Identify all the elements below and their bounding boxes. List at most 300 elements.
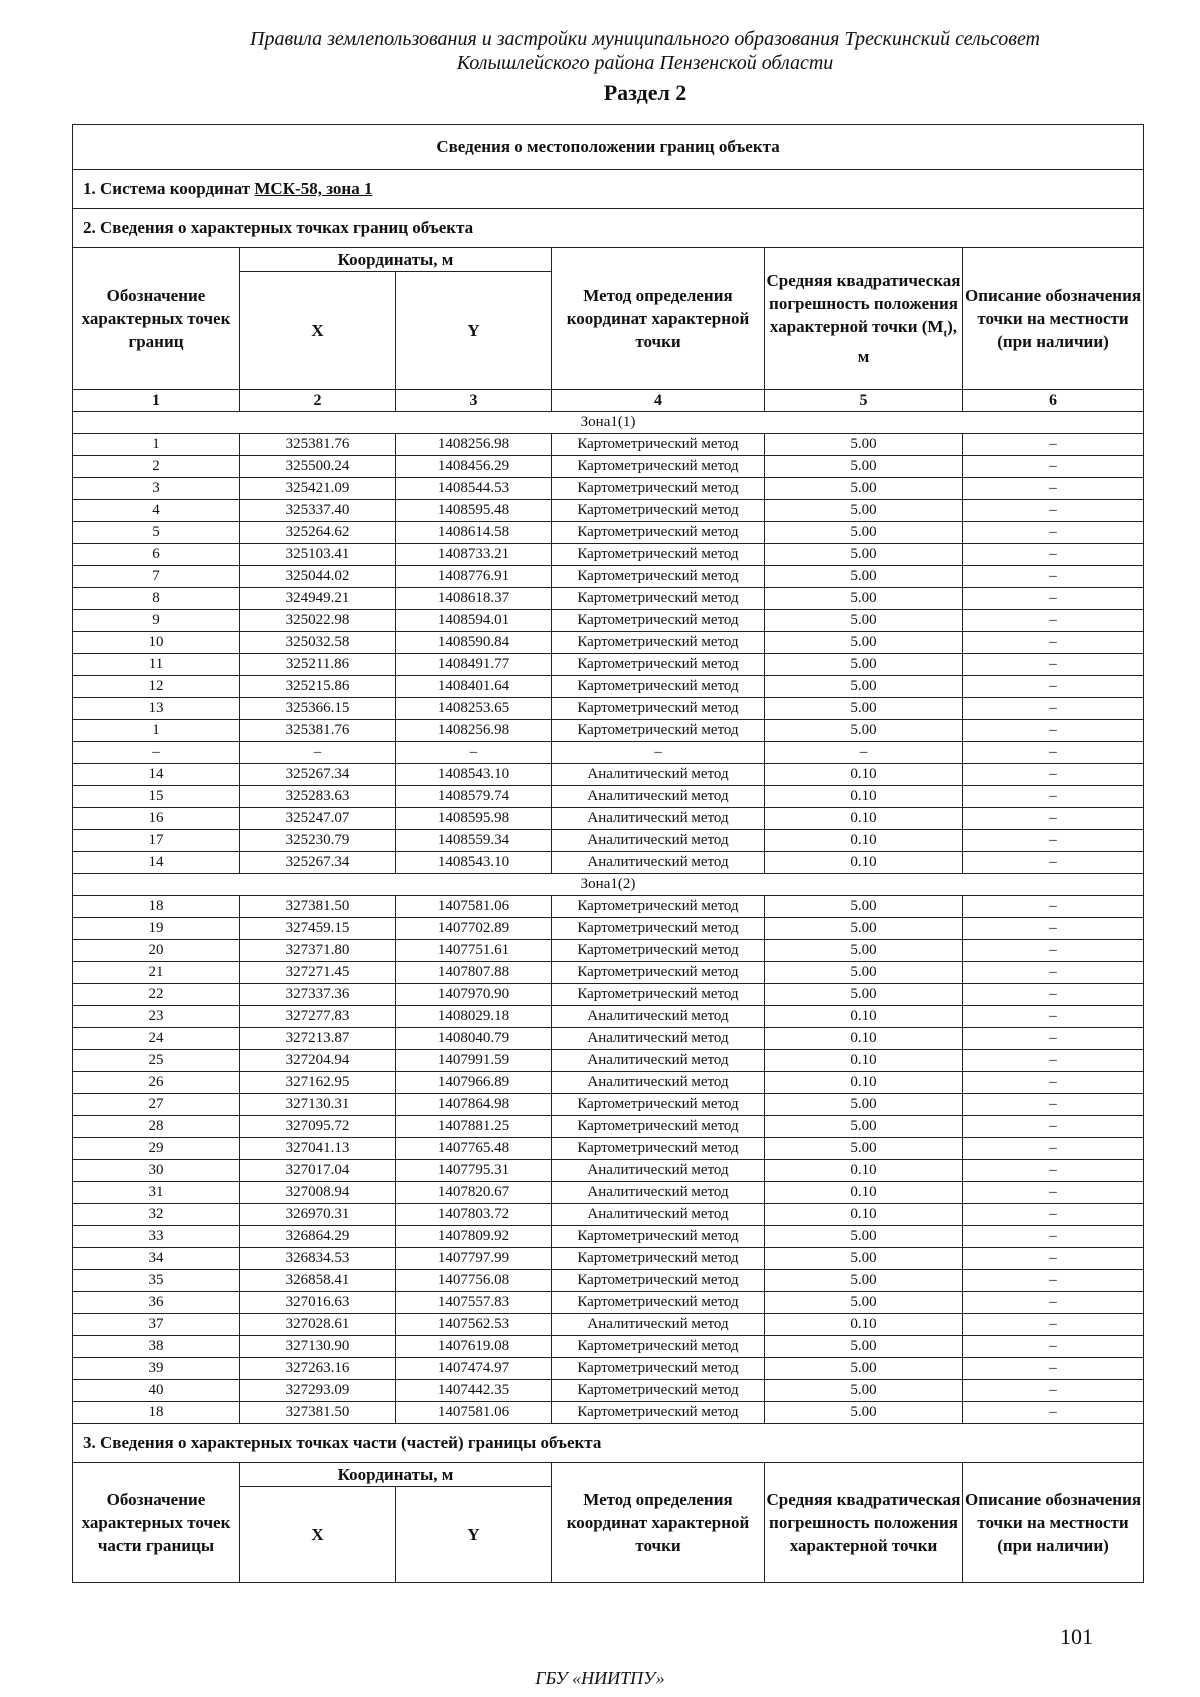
y-coord-cell: 1407966.89 bbox=[396, 1072, 552, 1094]
error-cell: 5.00 bbox=[765, 896, 963, 918]
description-cell: – bbox=[963, 676, 1144, 698]
point-id-cell: 20 bbox=[73, 940, 240, 962]
description-cell: – bbox=[963, 632, 1144, 654]
error-cell: 5.00 bbox=[765, 698, 963, 720]
y-coord-cell: 1407795.31 bbox=[396, 1160, 552, 1182]
method-cell: Картометрический метод bbox=[552, 720, 765, 742]
table-row bbox=[73, 522, 1144, 544]
table-row bbox=[73, 940, 1144, 962]
description-cell: – bbox=[963, 1072, 1144, 1094]
method-cell: Картометрический метод bbox=[552, 1226, 765, 1248]
x-coord-cell: 327459.15 bbox=[240, 918, 396, 940]
x-coord-cell: 325366.15 bbox=[240, 698, 396, 720]
table-row bbox=[73, 1050, 1144, 1072]
description-cell: – bbox=[963, 1226, 1144, 1248]
y-coord-cell: 1407991.59 bbox=[396, 1050, 552, 1072]
y-coord-cell: 1408776.91 bbox=[396, 566, 552, 588]
point-id-cell: 25 bbox=[73, 1050, 240, 1072]
table-row bbox=[73, 720, 1144, 742]
description-cell: – bbox=[963, 588, 1144, 610]
y-coord-cell: 1407442.35 bbox=[396, 1380, 552, 1402]
x-coord-cell: 325211.86 bbox=[240, 654, 396, 676]
boundary-table bbox=[72, 124, 1144, 1583]
y-coord-cell: 1407797.99 bbox=[396, 1248, 552, 1270]
y-coord-cell: 1408595.98 bbox=[396, 808, 552, 830]
x-coord-cell: 325500.24 bbox=[240, 456, 396, 478]
error-cell: 5.00 bbox=[765, 984, 963, 1006]
description-cell: – bbox=[963, 1138, 1144, 1160]
point-id-cell: 9 bbox=[73, 610, 240, 632]
zone-name: Зона1(1) bbox=[73, 412, 1144, 434]
error-cell: 5.00 bbox=[765, 478, 963, 500]
description-cell: – bbox=[963, 654, 1144, 676]
table-row bbox=[73, 610, 1144, 632]
y-coord-cell: 1408256.98 bbox=[396, 720, 552, 742]
description-cell: – bbox=[963, 852, 1144, 874]
error-cell: 0.10 bbox=[765, 786, 963, 808]
y-coord-cell: 1407619.08 bbox=[396, 1336, 552, 1358]
x-coord-cell: 327213.87 bbox=[240, 1028, 396, 1050]
method-cell: Картометрический метод bbox=[552, 1138, 765, 1160]
point-id-cell: 19 bbox=[73, 918, 240, 940]
method-cell: Картометрический метод bbox=[552, 1094, 765, 1116]
x-coord-cell: – bbox=[240, 742, 396, 764]
y-coord-cell: 1408040.79 bbox=[396, 1028, 552, 1050]
method-cell: Картометрический метод bbox=[552, 500, 765, 522]
zone-header-row bbox=[73, 874, 1144, 896]
footer-organization: ГБУ «НИИТПУ» bbox=[535, 1668, 665, 1688]
col-header-method: Метод определения координат характерной точки bbox=[552, 248, 765, 390]
description-cell: – bbox=[963, 434, 1144, 456]
error-cell: 5.00 bbox=[765, 1380, 963, 1402]
table-row bbox=[73, 918, 1144, 940]
method-cell: Картометрический метод bbox=[552, 984, 765, 1006]
y-coord-cell: 1407581.06 bbox=[396, 896, 552, 918]
table-row bbox=[73, 984, 1144, 1006]
x-coord-cell: 325267.34 bbox=[240, 764, 396, 786]
point-id-cell: 3 bbox=[73, 478, 240, 500]
error-cell: 0.10 bbox=[765, 808, 963, 830]
description-cell: – bbox=[963, 1050, 1144, 1072]
method-cell: Картометрический метод bbox=[552, 1248, 765, 1270]
x-coord-cell: 327337.36 bbox=[240, 984, 396, 1006]
method-cell: Картометрический метод bbox=[552, 654, 765, 676]
description-cell: – bbox=[963, 896, 1144, 918]
table-row bbox=[73, 764, 1144, 786]
point-id-cell: 5 bbox=[73, 522, 240, 544]
error-cell: 0.10 bbox=[765, 1028, 963, 1050]
error-cell: 0.10 bbox=[765, 1072, 963, 1094]
table-row bbox=[73, 1072, 1144, 1094]
parts-section-title: 3. Сведения о характерных точках части (частей) границы объекта bbox=[73, 1424, 1144, 1463]
y-coord-cell: 1408579.74 bbox=[396, 786, 552, 808]
method-cell: Картометрический метод bbox=[552, 456, 765, 478]
col-header-coords: Координаты, м bbox=[240, 248, 552, 272]
method-cell: Картометрический метод bbox=[552, 588, 765, 610]
error-cell: 0.10 bbox=[765, 1314, 963, 1336]
table-row bbox=[73, 1182, 1144, 1204]
description-cell: – bbox=[963, 1160, 1144, 1182]
method-cell: Картометрический метод bbox=[552, 896, 765, 918]
y-coord-cell: 1407803.72 bbox=[396, 1204, 552, 1226]
error-cell: 5.00 bbox=[765, 566, 963, 588]
table-row bbox=[73, 1248, 1144, 1270]
method-cell: Картометрический метод bbox=[552, 1380, 765, 1402]
error-cell: 5.00 bbox=[765, 434, 963, 456]
method-cell: Аналитический метод bbox=[552, 1006, 765, 1028]
description-cell: – bbox=[963, 1182, 1144, 1204]
y-coord-cell: 1408456.29 bbox=[396, 456, 552, 478]
table-row bbox=[73, 852, 1144, 874]
description-cell: – bbox=[963, 1248, 1144, 1270]
error-cell: 5.00 bbox=[765, 456, 963, 478]
method-cell: Картометрический метод bbox=[552, 478, 765, 500]
description-cell: – bbox=[963, 566, 1144, 588]
y-coord-cell: 1408491.77 bbox=[396, 654, 552, 676]
method-cell: – bbox=[552, 742, 765, 764]
table-row bbox=[73, 1160, 1144, 1182]
error-cell: 5.00 bbox=[765, 1292, 963, 1314]
description-cell: – bbox=[963, 808, 1144, 830]
y-coord-cell: 1408401.64 bbox=[396, 676, 552, 698]
y-coord-cell: 1408256.98 bbox=[396, 434, 552, 456]
point-id-cell: 14 bbox=[73, 764, 240, 786]
table-row bbox=[73, 544, 1144, 566]
y-coord-cell: 1407562.53 bbox=[396, 1314, 552, 1336]
point-id-cell: 22 bbox=[73, 984, 240, 1006]
y-coord-cell: 1408733.21 bbox=[396, 544, 552, 566]
description-cell: – bbox=[963, 500, 1144, 522]
point-id-cell: 26 bbox=[73, 1072, 240, 1094]
zone-name: Зона1(2) bbox=[73, 874, 1144, 896]
col2-header-description: Описание обозначения точки на местности (при наличии) bbox=[963, 1463, 1144, 1583]
description-cell: – bbox=[963, 984, 1144, 1006]
point-id-cell: 36 bbox=[73, 1292, 240, 1314]
column-number: 3 bbox=[396, 390, 552, 412]
x-coord-cell: 325267.34 bbox=[240, 852, 396, 874]
error-cell: 5.00 bbox=[765, 500, 963, 522]
x-coord-cell: 326864.29 bbox=[240, 1226, 396, 1248]
method-cell: Аналитический метод bbox=[552, 786, 765, 808]
col2-header-x: X bbox=[240, 1487, 396, 1583]
x-coord-cell: 327095.72 bbox=[240, 1116, 396, 1138]
table-row bbox=[73, 500, 1144, 522]
y-coord-cell: 1407864.98 bbox=[396, 1094, 552, 1116]
error-cell: 0.10 bbox=[765, 1050, 963, 1072]
description-cell: – bbox=[963, 1358, 1144, 1380]
method-cell: Картометрический метод bbox=[552, 1336, 765, 1358]
point-id-cell: 16 bbox=[73, 808, 240, 830]
point-id-cell: 1 bbox=[73, 434, 240, 456]
table-row bbox=[73, 456, 1144, 478]
description-cell: – bbox=[963, 1006, 1144, 1028]
method-cell: Картометрический метод bbox=[552, 1270, 765, 1292]
y-coord-cell: 1407581.06 bbox=[396, 1402, 552, 1424]
description-cell: – bbox=[963, 1204, 1144, 1226]
x-coord-cell: 325044.02 bbox=[240, 566, 396, 588]
col2-header-coords: Координаты, м bbox=[240, 1463, 552, 1487]
y-coord-cell: 1408543.10 bbox=[396, 764, 552, 786]
point-id-cell: 30 bbox=[73, 1160, 240, 1182]
error-cell: 0.10 bbox=[765, 1182, 963, 1204]
column-number: 6 bbox=[963, 390, 1144, 412]
table-row bbox=[73, 676, 1144, 698]
y-coord-cell: 1408559.34 bbox=[396, 830, 552, 852]
x-coord-cell: 327162.95 bbox=[240, 1072, 396, 1094]
y-coord-cell: 1408618.37 bbox=[396, 588, 552, 610]
column-number: 4 bbox=[552, 390, 765, 412]
error-cell: 5.00 bbox=[765, 610, 963, 632]
error-cell: – bbox=[765, 742, 963, 764]
coordinate-system-label: 1. Система координат bbox=[83, 179, 255, 198]
point-id-cell: 17 bbox=[73, 830, 240, 852]
col-header-description: Описание обозначения точки на местности (при наличии) bbox=[963, 248, 1144, 390]
document-header-line2: Колышлейского района Пензенской области bbox=[456, 52, 834, 74]
method-cell: Аналитический метод bbox=[552, 808, 765, 830]
description-cell: – bbox=[963, 1292, 1144, 1314]
point-id-cell: 23 bbox=[73, 1006, 240, 1028]
table-row bbox=[73, 1226, 1144, 1248]
method-cell: Аналитический метод bbox=[552, 1314, 765, 1336]
x-coord-cell: 327371.80 bbox=[240, 940, 396, 962]
error-cell: 0.10 bbox=[765, 830, 963, 852]
method-cell: Картометрический метод bbox=[552, 1358, 765, 1380]
method-cell: Картометрический метод bbox=[552, 1402, 765, 1424]
y-coord-cell: 1407820.67 bbox=[396, 1182, 552, 1204]
point-id-cell: 13 bbox=[73, 698, 240, 720]
col2-header-error: Средняя квадратическая погрешность положения характерной точки bbox=[765, 1463, 963, 1583]
y-coord-cell: 1407807.88 bbox=[396, 962, 552, 984]
y-coord-cell: 1408595.48 bbox=[396, 500, 552, 522]
x-coord-cell: 326970.31 bbox=[240, 1204, 396, 1226]
error-cell: 5.00 bbox=[765, 588, 963, 610]
error-cell: 5.00 bbox=[765, 962, 963, 984]
y-coord-cell: 1407765.48 bbox=[396, 1138, 552, 1160]
point-id-cell: 8 bbox=[73, 588, 240, 610]
method-cell: Аналитический метод bbox=[552, 1028, 765, 1050]
x-coord-cell: 326858.41 bbox=[240, 1270, 396, 1292]
method-cell: Картометрический метод bbox=[552, 434, 765, 456]
description-cell: – bbox=[963, 544, 1144, 566]
x-coord-cell: 325103.41 bbox=[240, 544, 396, 566]
method-cell: Картометрический метод bbox=[552, 962, 765, 984]
description-cell: – bbox=[963, 918, 1144, 940]
x-coord-cell: 327381.50 bbox=[240, 1402, 396, 1424]
col-header-y: Y bbox=[396, 272, 552, 390]
table-row bbox=[73, 830, 1144, 852]
x-coord-cell: 327277.83 bbox=[240, 1006, 396, 1028]
description-cell: – bbox=[963, 962, 1144, 984]
method-cell: Аналитический метод bbox=[552, 764, 765, 786]
error-cell: 5.00 bbox=[765, 1116, 963, 1138]
x-coord-cell: 327028.61 bbox=[240, 1314, 396, 1336]
x-coord-cell: 325230.79 bbox=[240, 830, 396, 852]
table-row bbox=[73, 434, 1144, 456]
table-row bbox=[73, 1028, 1144, 1050]
x-coord-cell: 326834.53 bbox=[240, 1248, 396, 1270]
description-cell: – bbox=[963, 742, 1144, 764]
method-cell: Картометрический метод bbox=[552, 544, 765, 566]
coordinate-system-row bbox=[73, 170, 1144, 209]
point-id-cell: – bbox=[73, 742, 240, 764]
table-row bbox=[73, 742, 1144, 764]
table-row bbox=[73, 1402, 1144, 1424]
column-numbers-row bbox=[73, 390, 1144, 412]
point-id-cell: 29 bbox=[73, 1138, 240, 1160]
error-cell: 5.00 bbox=[765, 654, 963, 676]
table-row bbox=[73, 962, 1144, 984]
table-row bbox=[73, 1314, 1144, 1336]
x-coord-cell: 325381.76 bbox=[240, 434, 396, 456]
point-id-cell: 6 bbox=[73, 544, 240, 566]
error-cell: 0.10 bbox=[765, 1204, 963, 1226]
error-cell: 5.00 bbox=[765, 1402, 963, 1424]
method-cell: Аналитический метод bbox=[552, 1204, 765, 1226]
table-row bbox=[73, 588, 1144, 610]
section-title: Раздел 2 bbox=[603, 80, 687, 105]
description-cell: – bbox=[963, 1402, 1144, 1424]
y-coord-cell: – bbox=[396, 742, 552, 764]
table-row bbox=[73, 1336, 1144, 1358]
point-id-cell: 14 bbox=[73, 852, 240, 874]
y-coord-cell: 1408590.84 bbox=[396, 632, 552, 654]
error-cell: 5.00 bbox=[765, 1358, 963, 1380]
column-number: 2 bbox=[240, 390, 396, 412]
method-cell: Аналитический метод bbox=[552, 1050, 765, 1072]
description-cell: – bbox=[963, 698, 1144, 720]
point-id-cell: 27 bbox=[73, 1094, 240, 1116]
point-id-cell: 33 bbox=[73, 1226, 240, 1248]
y-coord-cell: 1407970.90 bbox=[396, 984, 552, 1006]
table-row bbox=[73, 1116, 1144, 1138]
error-cell: 5.00 bbox=[765, 522, 963, 544]
error-cell: 0.10 bbox=[765, 764, 963, 786]
y-coord-cell: 1408253.65 bbox=[396, 698, 552, 720]
error-cell: 5.00 bbox=[765, 720, 963, 742]
point-id-cell: 7 bbox=[73, 566, 240, 588]
y-coord-cell: 1407809.92 bbox=[396, 1226, 552, 1248]
point-id-cell: 37 bbox=[73, 1314, 240, 1336]
x-coord-cell: 325215.86 bbox=[240, 676, 396, 698]
error-cell: 5.00 bbox=[765, 1336, 963, 1358]
method-cell: Картометрический метод bbox=[552, 632, 765, 654]
col2-header-method: Метод определения координат характерной точки bbox=[552, 1463, 765, 1583]
table-row bbox=[73, 1204, 1144, 1226]
description-cell: – bbox=[963, 1094, 1144, 1116]
col2-header-y: Y bbox=[396, 1487, 552, 1583]
y-coord-cell: 1408614.58 bbox=[396, 522, 552, 544]
column-number: 5 bbox=[765, 390, 963, 412]
x-coord-cell: 325381.76 bbox=[240, 720, 396, 742]
point-id-cell: 4 bbox=[73, 500, 240, 522]
table-row bbox=[73, 566, 1144, 588]
x-coord-cell: 327016.63 bbox=[240, 1292, 396, 1314]
description-cell: – bbox=[963, 610, 1144, 632]
y-coord-cell: 1407756.08 bbox=[396, 1270, 552, 1292]
point-id-cell: 35 bbox=[73, 1270, 240, 1292]
description-cell: – bbox=[963, 522, 1144, 544]
error-cell: 5.00 bbox=[765, 940, 963, 962]
table-row bbox=[73, 654, 1144, 676]
x-coord-cell: 327130.90 bbox=[240, 1336, 396, 1358]
x-coord-cell: 327041.13 bbox=[240, 1138, 396, 1160]
point-id-cell: 38 bbox=[73, 1336, 240, 1358]
y-coord-cell: 1407474.97 bbox=[396, 1358, 552, 1380]
description-cell: – bbox=[963, 1314, 1144, 1336]
table-row bbox=[73, 786, 1144, 808]
x-coord-cell: 324949.21 bbox=[240, 588, 396, 610]
x-coord-cell: 325022.98 bbox=[240, 610, 396, 632]
table-row bbox=[73, 698, 1144, 720]
error-cell: 0.10 bbox=[765, 1160, 963, 1182]
description-cell: – bbox=[963, 1270, 1144, 1292]
description-cell: – bbox=[963, 764, 1144, 786]
error-cell: 0.10 bbox=[765, 1006, 963, 1028]
description-cell: – bbox=[963, 478, 1144, 500]
x-coord-cell: 325421.09 bbox=[240, 478, 396, 500]
method-cell: Картометрический метод bbox=[552, 918, 765, 940]
error-cell: 0.10 bbox=[765, 852, 963, 874]
point-id-cell: 18 bbox=[73, 896, 240, 918]
y-coord-cell: 1407557.83 bbox=[396, 1292, 552, 1314]
point-id-cell: 39 bbox=[73, 1358, 240, 1380]
y-coord-cell: 1408029.18 bbox=[396, 1006, 552, 1028]
table-row bbox=[73, 1270, 1144, 1292]
error-cell: 5.00 bbox=[765, 1094, 963, 1116]
method-cell: Картометрический метод bbox=[552, 676, 765, 698]
point-id-cell: 1 bbox=[73, 720, 240, 742]
point-id-cell: 32 bbox=[73, 1204, 240, 1226]
method-cell: Картометрический метод bbox=[552, 566, 765, 588]
point-id-cell: 10 bbox=[73, 632, 240, 654]
x-coord-cell: 327204.94 bbox=[240, 1050, 396, 1072]
point-id-cell: 40 bbox=[73, 1380, 240, 1402]
method-cell: Картометрический метод bbox=[552, 1292, 765, 1314]
description-cell: – bbox=[963, 1380, 1144, 1402]
table-row bbox=[73, 1006, 1144, 1028]
method-cell: Аналитический метод bbox=[552, 830, 765, 852]
error-cell: 5.00 bbox=[765, 544, 963, 566]
y-coord-cell: 1408543.10 bbox=[396, 852, 552, 874]
description-cell: – bbox=[963, 940, 1144, 962]
point-id-cell: 21 bbox=[73, 962, 240, 984]
error-cell: 5.00 bbox=[765, 1248, 963, 1270]
col-header-x: X bbox=[240, 272, 396, 390]
point-id-cell: 18 bbox=[73, 1402, 240, 1424]
point-id-cell: 31 bbox=[73, 1182, 240, 1204]
method-cell: Аналитический метод bbox=[552, 1160, 765, 1182]
x-coord-cell: 327293.09 bbox=[240, 1380, 396, 1402]
x-coord-cell: 327381.50 bbox=[240, 896, 396, 918]
description-cell: – bbox=[963, 1028, 1144, 1050]
x-coord-cell: 327271.45 bbox=[240, 962, 396, 984]
y-coord-cell: 1407751.61 bbox=[396, 940, 552, 962]
x-coord-cell: 327130.31 bbox=[240, 1094, 396, 1116]
method-cell: Картометрический метод bbox=[552, 610, 765, 632]
table-row bbox=[73, 1358, 1144, 1380]
description-cell: – bbox=[963, 786, 1144, 808]
error-cell: 5.00 bbox=[765, 1270, 963, 1292]
table-title: Сведения о местоположении границ объекта bbox=[73, 125, 1144, 170]
coordinate-system-value: МСК-58, зона 1 bbox=[254, 179, 373, 198]
x-coord-cell: 325264.62 bbox=[240, 522, 396, 544]
error-cell: 5.00 bbox=[765, 676, 963, 698]
page-number: 101 bbox=[1060, 1624, 1093, 1649]
x-coord-cell: 327263.16 bbox=[240, 1358, 396, 1380]
error-cell: 5.00 bbox=[765, 918, 963, 940]
table-row bbox=[73, 1380, 1144, 1402]
description-cell: – bbox=[963, 456, 1144, 478]
